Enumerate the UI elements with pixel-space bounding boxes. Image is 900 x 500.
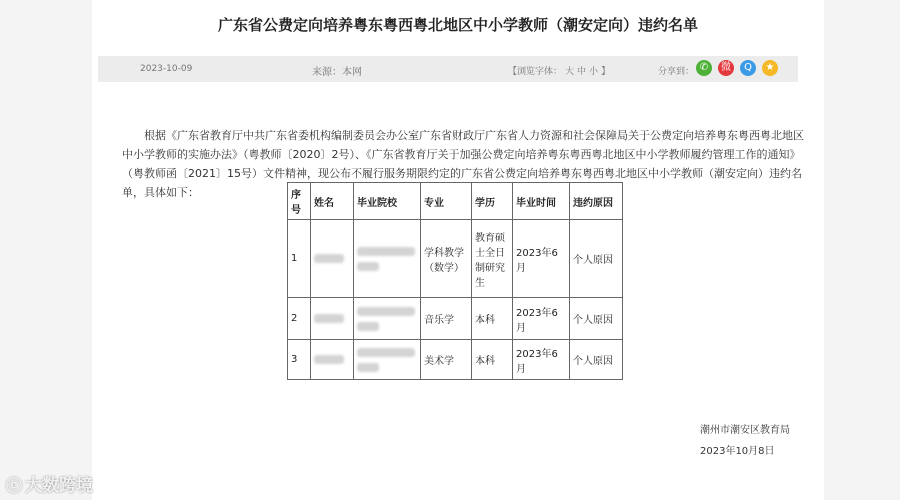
row-major: 美术学 <box>421 340 472 380</box>
table-row <box>288 220 623 298</box>
header-degree: 学历 <box>472 183 513 220</box>
font-size-medium-link[interactable]: 中 <box>577 67 587 77</box>
violation-table <box>287 182 623 380</box>
header-reason: 违约原因 <box>570 183 623 220</box>
redacted-name <box>311 298 354 340</box>
signature-org: 潮州市潮安区教育局 <box>700 425 790 436</box>
article-meta-bar <box>98 56 798 82</box>
row-no: 2 <box>288 298 311 340</box>
watermark-text: 大数跨境 <box>25 476 94 496</box>
row-reason: 个人原因 <box>570 340 623 380</box>
publish-date: 2023-10-09 <box>140 64 193 74</box>
header-school: 毕业院校 <box>354 183 421 220</box>
redacted-school <box>354 340 421 380</box>
article-paragraph: 根据《广东省教育厅中共广东省委机构编制委员会办公室广东省财政厅广东省人力资源和社会保障局关于公费定向培养粤东粤西粤北地区中小学教师的实施办法》（粤教师〔2020〕2号）、《广东省教育厅关于加强公费定向培养粤东粤西粤北地区中小学教师履约管理工作的通知》（粤教师函〔2021〕15号）文件精神，现公布不履行服务期限约定的广东省公费定向培养粤东粤西粤北地区中小学教师（潮安定向）违约名单，具体如下： <box>122 129 804 199</box>
row-major: 学科教学（数学） <box>421 220 472 298</box>
header-name: 姓名 <box>311 183 354 220</box>
redacted-name <box>311 220 354 298</box>
watermark-logo-icon: ⓒ <box>6 476 23 495</box>
font-size-close-bracket: 】 <box>601 67 611 77</box>
weibo-icon[interactable]: 微 <box>718 60 734 76</box>
redacted-name <box>311 340 354 380</box>
redacted-school <box>354 298 421 340</box>
watermark <box>6 471 93 496</box>
header-no: 序号 <box>288 183 311 220</box>
row-no: 1 <box>288 220 311 298</box>
font-size-small-link[interactable]: 小 <box>589 67 599 77</box>
share-label: 分享到： <box>658 67 695 77</box>
font-size-large-link[interactable]: 大 <box>565 67 575 77</box>
header-grad-time: 毕业时间 <box>513 183 570 220</box>
row-degree: 本科 <box>472 298 513 340</box>
qzone-icon[interactable]: ★ <box>762 60 778 76</box>
font-size-switcher <box>508 64 610 77</box>
row-reason: 个人原因 <box>570 220 623 298</box>
article-title: 广东省公费定向培养粤东粤西粤北地区中小学教师（潮安定向）违约名单 <box>217 16 698 34</box>
article-source: 来源：本网 <box>312 67 362 78</box>
signature-block <box>700 421 790 463</box>
header-major: 专业 <box>421 183 472 220</box>
qq-icon[interactable]: Q <box>740 60 756 76</box>
row-grad-time: 2023年6月 <box>513 298 570 340</box>
table-row <box>288 340 623 380</box>
row-no: 3 <box>288 340 311 380</box>
row-grad-time: 2023年6月 <box>513 340 570 380</box>
row-degree: 本科 <box>472 340 513 380</box>
wechat-icon[interactable]: ✆ <box>696 60 712 76</box>
signature-date: 2023年10月8日 <box>700 446 775 457</box>
redacted-school <box>354 220 421 298</box>
row-major: 音乐学 <box>421 298 472 340</box>
font-size-label: 【浏览字体： <box>508 67 563 77</box>
table-header-row <box>288 183 623 220</box>
row-grad-time: 2023年6月 <box>513 220 570 298</box>
table-row <box>288 298 623 340</box>
row-degree: 教育硕士全日制研究生 <box>472 220 513 298</box>
row-reason: 个人原因 <box>570 298 623 340</box>
article-page <box>92 0 824 500</box>
